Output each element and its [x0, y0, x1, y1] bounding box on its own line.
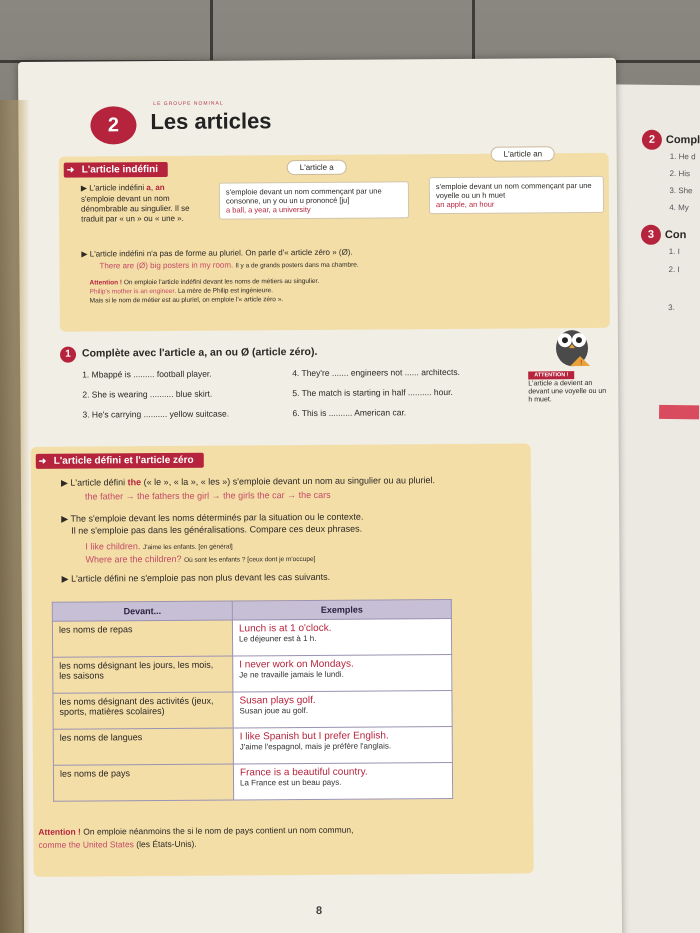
example-fr: Le déjeuner est à 1 h.	[239, 633, 317, 644]
article-the: the	[127, 477, 142, 488]
zero-line-text: L'article indéfini n'a pas de forme au pluriel. On parle d'« article zéro » (Ø).	[89, 247, 353, 259]
section-tag	[659, 405, 699, 419]
bullet-icon: ▶	[61, 573, 69, 584]
line-text: L'article défini	[70, 477, 126, 488]
line-text: The s'emploie devant les noms déterminés par la situation ou le contexte.	[70, 511, 364, 524]
table-header: Devant...	[52, 601, 232, 621]
example-en: France is a beautiful country.	[239, 766, 368, 779]
section-tag-definite	[36, 453, 204, 469]
exercise-item[interactable]: 1. Mbappé is ......... football player.	[82, 368, 212, 380]
card-text: s'emploie devant un nom commençant par une consonne, un y ou un u prononcé [ju]	[225, 186, 382, 206]
bullet-icon: ▶	[81, 249, 88, 259]
example-en: Susan plays golf.	[239, 694, 316, 707]
example-en: I like Spanish but I prefer English.	[239, 730, 389, 743]
article-a: a	[146, 183, 151, 193]
exercise-item[interactable]: 3. He's carrying .......... yellow suitcase.	[82, 408, 230, 420]
line: 2. His	[669, 168, 691, 179]
table-cell-example	[233, 654, 452, 692]
line: 3.	[668, 302, 675, 313]
tile-grout	[210, 0, 213, 62]
exercise-item[interactable]: 5. The match is starting in half .......... hour.	[292, 386, 453, 399]
table-header: Exemples	[232, 599, 451, 620]
next-page-section-3	[641, 225, 687, 245]
table-row	[53, 690, 452, 729]
attention-jobs-plural: Mais si le nom de métier est au pluriel, on emploie l'« article zéro ».	[89, 296, 284, 305]
attention-text: On emploie néanmoins the si le nom de pays contient un nom commun,	[83, 824, 354, 837]
table-row	[53, 654, 452, 693]
example-fr: Susan joue au golf.	[239, 705, 309, 716]
section-number: 3	[641, 225, 661, 245]
table-row	[53, 762, 452, 801]
chapter-number: 2	[90, 106, 136, 144]
example-en: Lunch is at 1 o'clock.	[238, 622, 332, 635]
owl-mascot-icon	[550, 318, 594, 368]
exercise-number: 1	[60, 347, 76, 363]
tag-label: L'article défini et l'article zéro	[53, 454, 194, 467]
example-fr: J'aime les enfants. [en général]	[142, 543, 233, 552]
table-cell-case: les noms de langues	[53, 728, 233, 765]
svg-text:!: !	[580, 358, 583, 368]
chapter-title: Les articles	[150, 108, 272, 135]
example-fr: Où sont les enfants ? [ceux dont je m'occupe]	[184, 555, 316, 564]
table-cell-example	[233, 690, 452, 728]
definite-line3-example1	[85, 541, 232, 553]
example-fr: (les États-Unis).	[136, 838, 197, 850]
indefinite-desc: s'emploie devant un nom dénombrable au singulier. Il se traduit par « un » ou « une ».	[80, 193, 190, 224]
tile-grout	[472, 0, 475, 62]
example-fr: La France est un beau pays.	[240, 777, 342, 788]
table-cell-case: les noms désignant des activités (jeux, sports, matières scolaires)	[53, 692, 233, 729]
intro-text: L'article indéfini	[89, 183, 145, 193]
card-article-a	[219, 181, 409, 219]
table-row	[53, 726, 452, 765]
exercise-item[interactable]: 6. This is .......... American car.	[292, 407, 407, 419]
section-title: Con	[664, 228, 687, 242]
example-fr: Il y a de grands posters dans ma chambre.	[235, 261, 359, 270]
example-en: I like children.	[85, 541, 141, 552]
card-example: a ball, a year, a university	[226, 204, 311, 215]
line: 4. My	[669, 202, 689, 213]
example-en: Philip's mother is an engineer.	[89, 287, 177, 296]
definite-line1-example: the father → the fathers the girl → the girls the car → the cars	[85, 489, 331, 502]
line-text: L'article défini ne s'emploie pas non plus devant les cas suivants.	[71, 571, 331, 584]
line-text: (« le », « la », « les ») s'emploie devant un nom au singulier ou au pluriel.	[143, 475, 436, 488]
tag-label: L'article indéfini	[81, 164, 159, 176]
table-cell-case: les noms de pays	[53, 764, 233, 801]
book-edge	[0, 100, 30, 933]
example-fr: J'aime l'espagnol, mais je préfère l'anglais.	[239, 741, 392, 752]
definite-line3: Il ne s'emploie pas dans les généralisations. Compare ces deux phrases.	[71, 523, 363, 536]
attention-label: Attention !	[38, 826, 81, 837]
example-fr: La mère de Philip est ingénieure.	[177, 287, 273, 295]
arrow-icon: ➜	[66, 164, 75, 175]
bullet-icon: ▶	[80, 183, 88, 193]
attention-text: On emploie l'article indéfini devant les noms de métiers au singulier.	[123, 277, 320, 287]
table-cell-case: les noms désignant les jours, les mois, les saisons	[53, 656, 233, 693]
card-text: s'emploie devant un nom commençant par une voyelle ou un h muet	[435, 180, 592, 201]
definite-exceptions-table	[52, 599, 453, 802]
attention-tag: ATTENTION !	[528, 371, 574, 379]
attention-note: L'article a devient an devant une voyelle ou un h muet.	[528, 379, 607, 404]
example-fr: Je ne travaille jamais le lundi.	[239, 669, 344, 680]
indefinite-intro: ▶ L'article indéfini a, an	[80, 182, 165, 193]
pill-article-an: L'article an	[491, 146, 556, 161]
next-page-section-2	[642, 130, 700, 151]
bullet-icon: ▶	[60, 477, 68, 488]
section-tag-indefinite	[64, 162, 168, 178]
kicker: LE GROUPE NOMINAL	[153, 100, 224, 108]
exercise-item[interactable]: 4. They're ....... engineers not ...... architects.	[292, 366, 460, 379]
attention-label: Attention !	[89, 279, 123, 287]
pill-article-a: L'article a	[287, 160, 347, 175]
line: 3. She	[669, 185, 693, 196]
table-cell-case: les noms de repas	[52, 620, 232, 657]
line: 2. I	[668, 264, 680, 275]
bullet-icon: ▶	[61, 513, 69, 524]
table-row	[52, 618, 451, 657]
section-title: Compl	[665, 133, 700, 147]
arrow-icon: ➜	[38, 455, 47, 466]
page-number: 8	[315, 904, 323, 917]
example-en: There are (Ø) big posters in my room.	[99, 260, 234, 271]
example-en: Where are the children?	[85, 553, 182, 565]
exercise-item[interactable]: 2. She is wearing .......... blue skirt.	[82, 388, 213, 400]
example-en: I never work on Mondays.	[239, 658, 354, 671]
line: 1. I	[668, 246, 680, 257]
article-an: an	[155, 182, 165, 193]
section-number: 2	[642, 130, 662, 150]
textbook-page	[18, 58, 622, 933]
card-example: an apple, an hour	[435, 199, 495, 210]
card-article-an	[429, 176, 604, 214]
example-en: comme the United States	[38, 839, 134, 850]
line: 1. He d	[669, 151, 696, 162]
exercise-title: Complète avec l'article a, an ou Ø (article zéro).	[81, 345, 318, 360]
table-cell-example	[233, 726, 452, 764]
table-cell-example	[233, 762, 452, 800]
definite-line3-example2	[85, 553, 315, 566]
table-cell-example	[232, 618, 451, 656]
